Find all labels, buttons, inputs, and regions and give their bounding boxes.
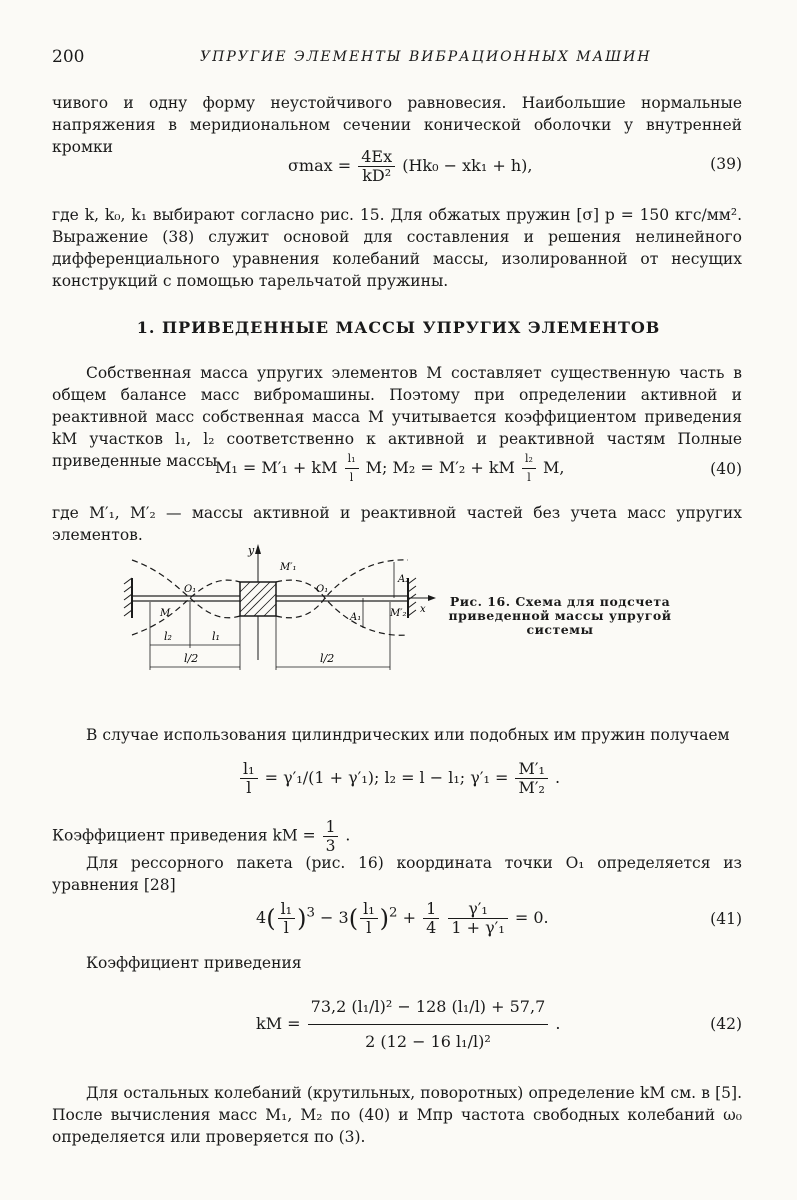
eq42-num: 73,2 (l₁/l)² − 128 (l₁/l) + 57,7	[308, 990, 549, 1025]
figure-16-caption: Рис. 16. Схема для подсчета приведенной массы упругой системы	[448, 594, 672, 637]
eq42-lhs: kM =	[256, 1014, 301, 1033]
eq40-part2: M; M₂ = M′₂ + kM	[365, 458, 515, 477]
eq39-lhs: σmax =	[288, 156, 352, 175]
gamma-mid: = γ′₁/(1 + γ′₁); l₂ = l − l₁; γ′₁ =	[264, 768, 509, 787]
eq41-quarter-den: 4	[426, 918, 437, 937]
eq41-frac-2	[360, 900, 378, 937]
page-number: 200	[52, 47, 85, 67]
eq41-frac-2-num: l₁	[360, 900, 378, 919]
x-axis-arrow	[428, 595, 436, 601]
eq40-part3: M,	[543, 458, 565, 477]
label-y: y	[248, 544, 255, 557]
eq41-end: = 0.	[514, 908, 549, 927]
eq41-frac-quarter	[423, 900, 439, 937]
paragraph-belleville: где k, k₀, k₁ выбирают согласно рис. 15. Для обжатых пружин [σ] p = 150 кгс/мм². Выражение (38) служит основой для составления и решения нелинейного дифференциального уравнения колебаний массы, изолированной от несущих конструкций с помощью тарельчатой пружины.	[52, 206, 742, 290]
label-o1-left: O₁	[184, 584, 197, 595]
eq41-frac-1	[278, 900, 296, 937]
paragraph-cylindrical: В случае использования цилиндрических или подобных им пружин получаем	[86, 726, 730, 744]
gamma-frac-m	[515, 760, 547, 797]
left-wall-hatch	[124, 578, 132, 616]
mode-shape-right-b	[276, 580, 408, 635]
eq41-coef-3: − 3	[320, 908, 349, 927]
label-m: M	[160, 608, 171, 619]
coefficient-end: .	[345, 826, 351, 845]
eq40-part1: M₁ = M′₁ + kM	[215, 458, 338, 477]
paragraph-intro: чивого и одну форму неустойчивого равновесия. Наибольшие нормальные напряжения в меридиональном сечении конической оболочки у внутренней кромки	[52, 94, 742, 156]
coefficient-text: Коэффициент приведения kM =	[52, 826, 316, 845]
label-m1p: M′₁	[280, 562, 297, 573]
label-x: x	[420, 604, 426, 615]
coefficient-frac	[323, 818, 339, 855]
equation-42	[256, 990, 560, 1059]
eq39-num: 4Ex	[358, 148, 395, 167]
coefficient-num: 1	[323, 818, 339, 837]
eq41-frac-2-den: l	[366, 918, 372, 937]
equation-42-number: (42)	[710, 1015, 742, 1033]
eq40-frac2	[522, 450, 536, 487]
eq41-quarter-num: 1	[423, 900, 439, 919]
eq41-coef-4: 4	[256, 908, 267, 927]
eq41-gamma-num: γ′₁	[448, 900, 507, 919]
paragraph-conclusion: Для остальных колебаний (крутильных, поворотных) определение kM см. в [5]. После вычисления масс M₁, M₂ по (40) и Mпр частота свободных колебаний ω₀ определяется или проверяется по (3).	[52, 1084, 742, 1146]
eq41-paren-close-1: )	[297, 904, 307, 933]
eq41-paren-open-2: (	[348, 904, 359, 933]
equation-40	[215, 450, 565, 487]
gamma-frac-den: l	[246, 778, 252, 797]
equation-41-number: (41)	[710, 910, 742, 928]
eq41-plus: +	[402, 908, 416, 927]
eq42-end: .	[555, 1014, 561, 1033]
gamma-frac-num: l₁	[240, 760, 258, 779]
label-o1-right: O₁	[316, 584, 329, 595]
gamma-frac-l1-l	[240, 760, 258, 797]
gamma-m-num: M′₁	[515, 760, 547, 779]
label-a1: A₁	[350, 612, 362, 623]
paragraph-reduced-mass: Собственная масса упругих элементов M составляет существенную часть в общем балансе масс вибромашины. Поэтому при определении активной и реактивной масс собственная масса M учитывается коэффициентом приведения kM участков l₁, l₂ соответственно к активной и реактивной частям Полные приведенные массы	[52, 364, 742, 470]
equation-39	[288, 148, 532, 185]
equation-gamma	[238, 760, 560, 797]
label-l2: l₂	[164, 630, 172, 643]
eq40-frac1-num: l₁	[345, 450, 359, 469]
y-axis-arrow	[255, 544, 261, 554]
figure-16	[120, 540, 440, 690]
label-l1: l₁	[212, 630, 220, 643]
label-l-half-right: l/2	[320, 652, 335, 665]
eq39-rhs: (Hk₀ − xk₁ + h),	[402, 156, 533, 175]
gamma-m-den: M′₂	[518, 778, 545, 797]
eq39-den: kD²	[362, 166, 392, 185]
eq41-exp-3: 3	[306, 905, 315, 921]
eq41-frac-gamma	[448, 900, 507, 937]
eq40-frac2-num: l₂	[522, 450, 536, 469]
paragraph-masses-def: где M′₁, M′₂ — массы активной и реактивной частей без учета масс упругих элементов.	[52, 504, 742, 544]
coefficient-line	[52, 818, 350, 855]
label-m2p: M′₂	[390, 608, 407, 619]
equation-40-number: (40)	[710, 460, 742, 478]
label-l-half-left: l/2	[184, 652, 199, 665]
running-title: УПРУГИЕ ЭЛЕМЕНТЫ ВИБРАЦИОННЫХ МАШИН	[200, 49, 652, 65]
eq41-paren-close-2: )	[379, 904, 389, 933]
eq41-frac-1-num: l₁	[278, 900, 296, 919]
eq41-gamma-den: 1 + γ′₁	[451, 918, 505, 937]
eq42-den: 2 (12 − 16 l₁/l)²	[365, 1032, 491, 1051]
label-a2: A₂	[398, 574, 410, 585]
coefficient-den: 3	[325, 837, 336, 855]
eq40-frac1-den: l	[349, 471, 354, 484]
eq41-paren-open-1: (	[266, 904, 276, 933]
gamma-end: .	[554, 768, 561, 787]
eq40-frac1	[345, 450, 359, 487]
paragraph-leaf-spring: Для рессорного пакета (рис. 16) координата точки O₁ определяется из уравнения [28]	[52, 854, 742, 894]
equation-39-number: (39)	[710, 155, 742, 173]
eq39-fraction	[358, 148, 395, 185]
equation-41	[256, 900, 549, 937]
coefficient-label: Коэффициент приведения	[86, 954, 302, 972]
eq41-exp-2: 2	[389, 905, 398, 921]
section-heading: 1. ПРИВЕДЕННЫЕ МАССЫ УПРУГИХ ЭЛЕМЕНТОВ	[136, 318, 661, 337]
eq42-fraction	[308, 990, 549, 1059]
eq41-frac-1-den: l	[283, 918, 289, 937]
eq40-frac2-den: l	[527, 471, 531, 484]
